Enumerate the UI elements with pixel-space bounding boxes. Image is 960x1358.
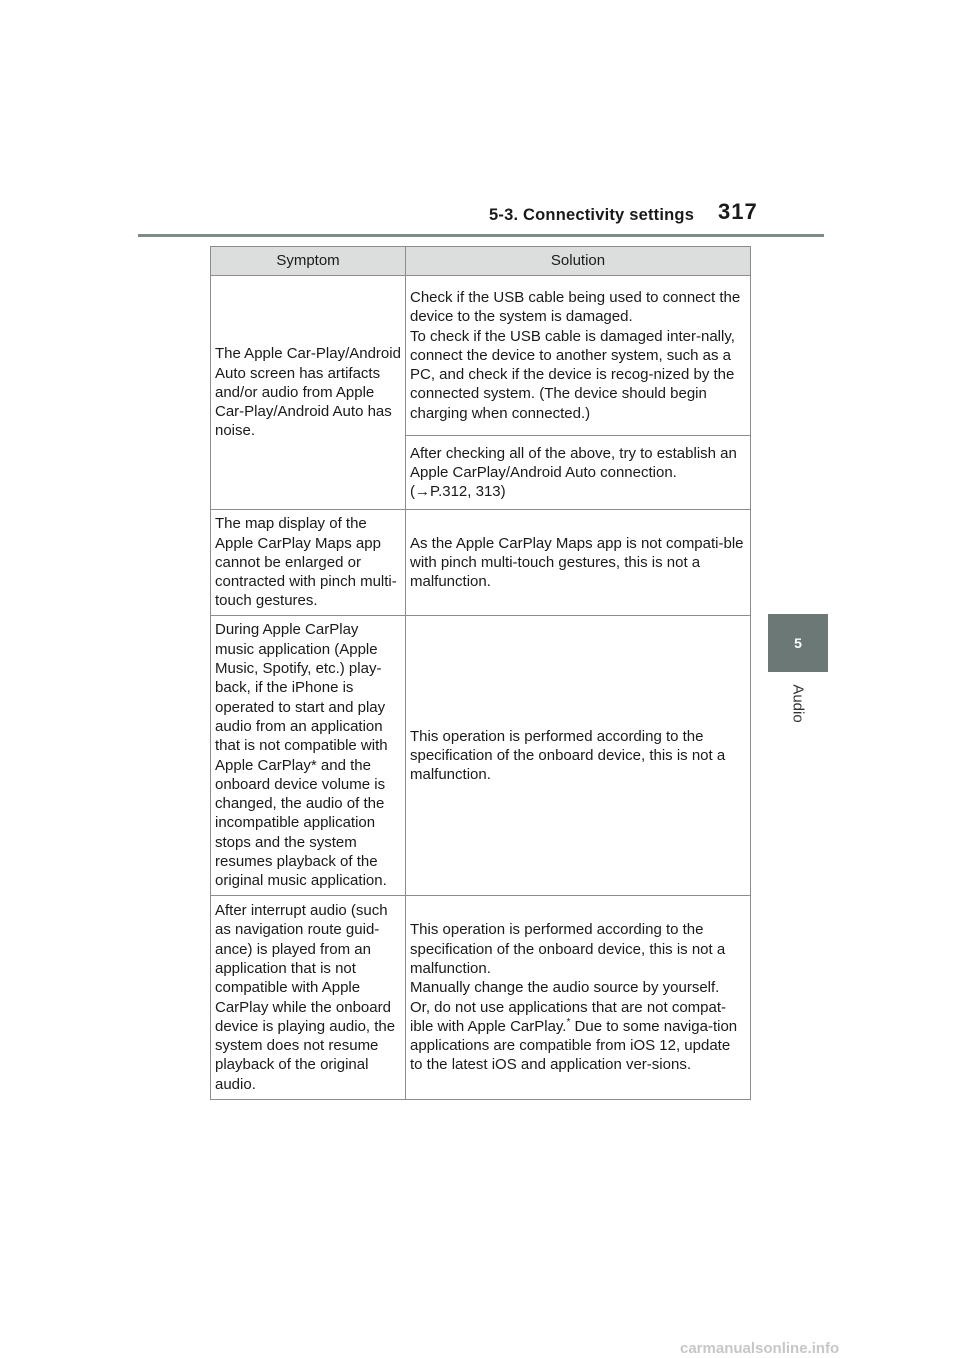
chapter-label [768,676,828,730]
solution-cell [406,276,751,436]
section-title: 5-3. Connectivity settings [489,206,695,224]
solution-text: Check if the USB cable being used to connect the device to the system is damaged. [410,288,741,326]
solution-text: After checking all of the above, try to establish an Apple CarPlay/Android Auto connection. [410,444,737,481]
watermark: carmanualsonline.info [680,1340,840,1357]
solution-text: To check if the USB cable is damaged inter-nally, connect the device to another system, such as a PC, and check if the device is recog-nized by the connected system. (The device should begin charging when connected.) [410,327,735,422]
solution-text-part: Due to some naviga-tion applications are compatible from iOS 12, update to the latest iOS and application ver-sions. [410,1017,738,1074]
symptom-cell [211,616,406,896]
page-reference[interactable]: (→P.312, 313) [410,483,506,501]
column-header-symptom: Symptom [211,247,406,276]
solution-text: This operation is performed according to the specification of the onboard device, this is not a malfunction. [410,921,726,977]
symptom-cell [211,896,406,1100]
column-header-solution: Solution [406,247,751,276]
solution-cell [406,896,751,1100]
table-row [211,616,751,896]
solution-text: As the Apple CarPlay Maps app is not compati-ble with pinch multi-touch gestures, this is not a malfunction. [410,534,744,591]
symptom-text: During Apple CarPlay music application (Apple Music, Spotify, etc.) play-back, if the iPhone is operated to start and play audio from an application that is not compatible with Apple CarPlay* and the onboard device volume is changed, the audio of the incompatible application stops and the system resumes playback of the original music application. [215,621,388,890]
solution-text [410,998,746,1075]
footnote-marker: * [566,1016,571,1028]
table-row [211,276,751,436]
solution-text: Manually change the audio source by yourself. [410,979,720,997]
solution-cell [406,435,751,509]
solution-text: This operation is performed according to the specification of the onboard device, this is not a malfunction. [410,727,726,784]
symptom-text: The Apple Car-Play/Android Auto screen has artifacts and/or audio from Apple Car-Play/Android Auto has noise. [215,345,401,440]
table-row [211,896,751,1100]
chapter-number: 5 [794,635,802,651]
troubleshooting-table [210,246,751,1100]
table-row [211,510,751,616]
solution-cell [406,616,751,896]
symptom-cell [211,276,406,510]
chapter-tab[interactable] [768,614,828,672]
page-number: 317 [718,199,758,224]
header-divider [138,234,824,237]
symptom-cell [211,510,406,616]
table-header-row [211,247,751,276]
chapter-label-text: Audio [789,683,807,723]
solution-text-part: Or, do not use applications that are not compat-ible with Apple CarPlay. [410,998,727,1035]
symptom-text: After interrupt audio (such as navigation route guid-ance) is played from an application that is not compatible with Apple CarPlay while the onboard device is playing audio, the system does not resume playback of the original audio. [215,902,396,1093]
solution-cell [406,510,751,616]
symptom-text: The map display of the Apple CarPlay Maps app cannot be enlarged or contracted with pinch multi-touch gestures. [215,515,397,610]
